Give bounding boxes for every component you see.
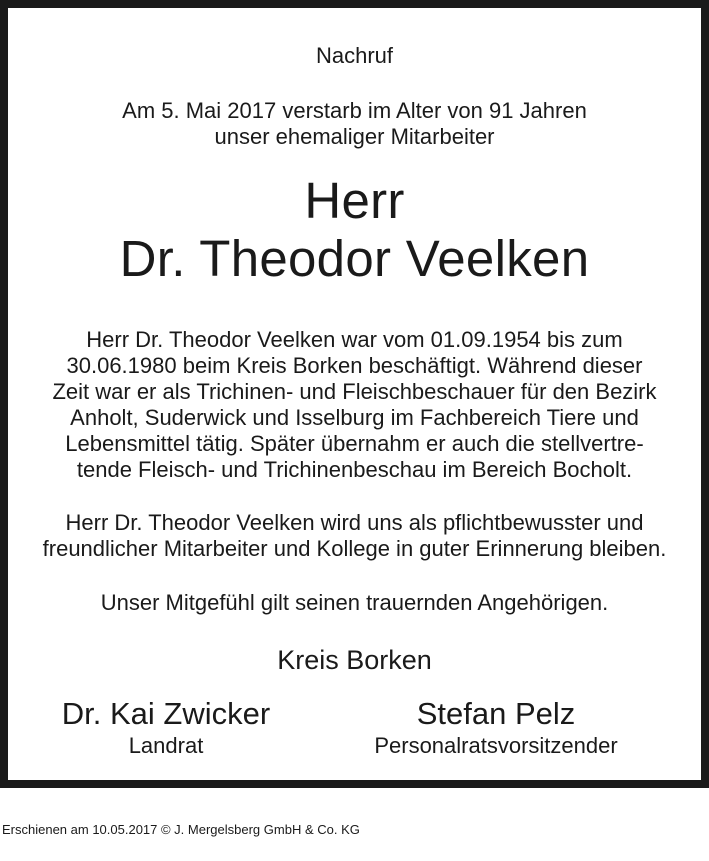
salutation: Herr bbox=[304, 172, 405, 229]
bio-line: 30.06.1980 beim Kreis Borken beschäftigt. Während dieser bbox=[66, 353, 643, 378]
organization-name: Kreis Borken bbox=[277, 645, 432, 675]
notice-heading: Nachruf bbox=[315, 43, 394, 68]
bio-line: tende Fleisch- und Trichinenbeschau im Bereich Bocholt. bbox=[76, 457, 633, 482]
closing-text bbox=[8, 510, 701, 562]
signer-name: Dr. Kai Zwicker bbox=[61, 696, 271, 731]
signer-role: Landrat bbox=[128, 733, 204, 758]
deceased-name-block bbox=[8, 172, 701, 288]
intro-text bbox=[8, 98, 701, 150]
signer-role: Personalratsvorsitzender bbox=[374, 733, 618, 758]
publication-footer: Erschienen am 10.05.2017 © J. Mergelsberg GmbH & Co. KG bbox=[2, 822, 360, 837]
signer-landrat bbox=[8, 696, 324, 760]
biography-text bbox=[8, 327, 701, 483]
intro-line: unser ehemaliger Mitarbeiter bbox=[214, 124, 495, 149]
intro-line: Am 5. Mai 2017 verstarb im Alter von 91 Jahren bbox=[122, 98, 587, 123]
bio-line: Lebensmittel tätig. Später übernahm er auch die stellvertre- bbox=[65, 431, 644, 456]
bio-line: Herr Dr. Theodor Veelken war vom 01.09.1954 bis zum bbox=[86, 327, 623, 352]
signer-name: Stefan Pelz bbox=[416, 696, 576, 731]
closing-line: Herr Dr. Theodor Veelken wird uns als pflichtbewusster und bbox=[65, 510, 644, 535]
bio-line: Anholt, Suderwick und Isselburg im Fachbereich Tiere und bbox=[70, 405, 639, 430]
deceased-name: Dr. Theodor Veelken bbox=[119, 230, 590, 287]
bio-line: Zeit war er als Trichinen- und Fleischbeschauer für den Bezirk bbox=[52, 379, 657, 404]
signer-personalrat bbox=[316, 696, 676, 760]
closing-line: freundlicher Mitarbeiter und Kollege in guter Erinnerung bleiben. bbox=[42, 536, 667, 561]
sympathy-text: Unser Mitgefühl gilt seinen trauernden Angehörigen. bbox=[100, 590, 609, 615]
